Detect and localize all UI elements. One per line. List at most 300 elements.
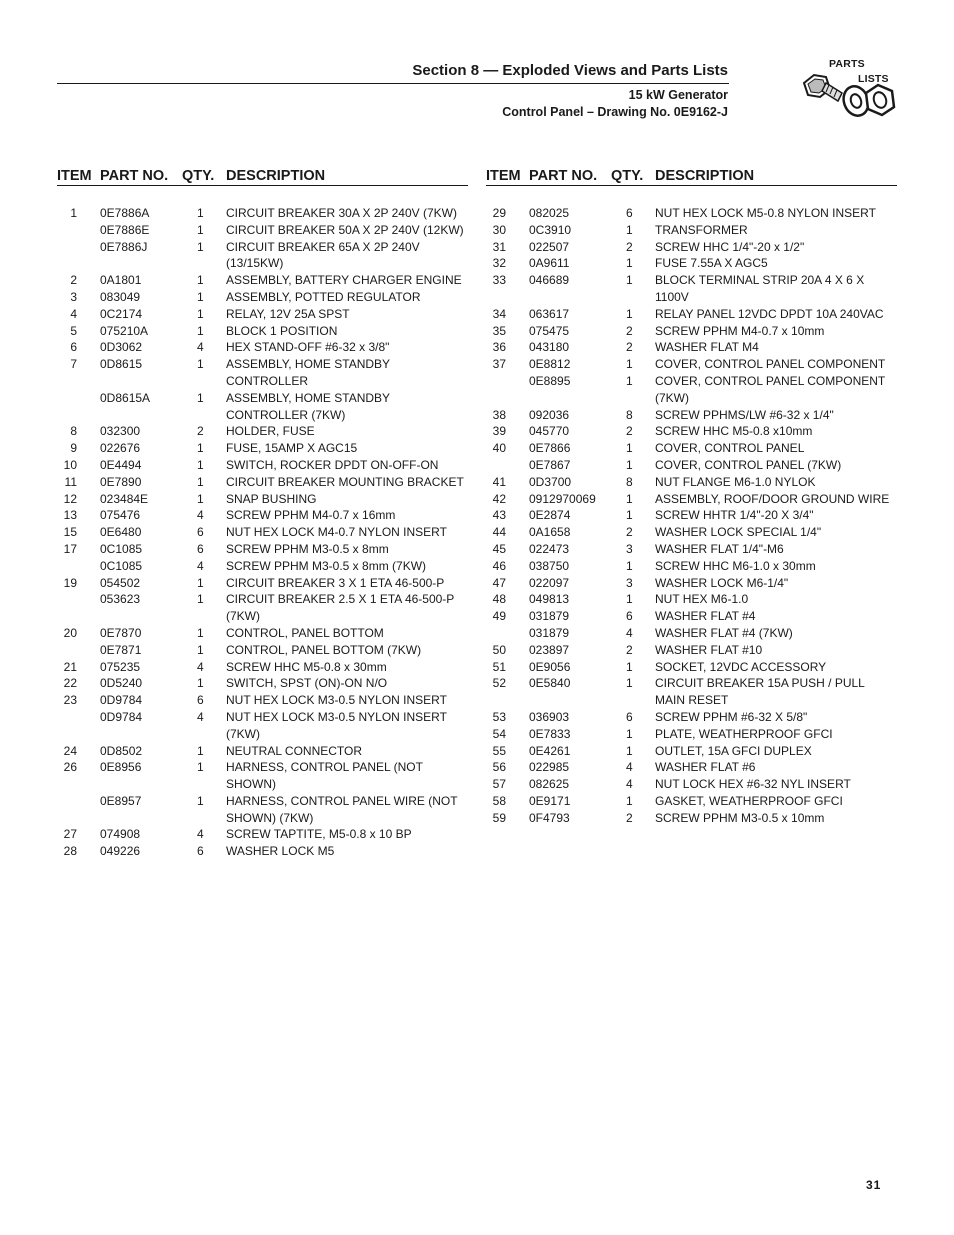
quantity: 6 bbox=[197, 693, 204, 708]
quantity: 1 bbox=[197, 273, 204, 288]
part-number: 0E5840 bbox=[529, 676, 571, 691]
table-row bbox=[57, 659, 468, 676]
item-number: 8 bbox=[70, 424, 77, 439]
page-number: 31 bbox=[866, 1178, 882, 1192]
quantity: 1 bbox=[626, 558, 633, 573]
quantity: 1 bbox=[197, 575, 204, 590]
item-number bbox=[57, 709, 77, 743]
quantity: 1 bbox=[197, 592, 204, 607]
part-number: 082625 bbox=[529, 777, 570, 792]
item-number: 56 bbox=[492, 760, 506, 775]
part-number: 082025 bbox=[529, 206, 570, 220]
part-number: 032300 bbox=[100, 424, 141, 439]
quantity: 1 bbox=[197, 491, 204, 506]
quantity: 2 bbox=[626, 340, 633, 355]
item-number: 29 bbox=[492, 206, 506, 220]
table-row bbox=[486, 222, 897, 239]
table-row bbox=[57, 457, 468, 474]
parts-rows-left bbox=[57, 205, 468, 860]
table-row bbox=[486, 541, 897, 558]
description: SCREW PPHMS/LW #6-32 x 1/4" bbox=[655, 407, 834, 422]
quantity: 1 bbox=[626, 676, 633, 691]
part-number: 0E4494 bbox=[100, 457, 142, 472]
quantity: 4 bbox=[626, 777, 633, 792]
table-row bbox=[57, 743, 468, 760]
item-number: 49 bbox=[492, 609, 506, 624]
table-row bbox=[57, 709, 468, 743]
part-number: 0E7866 bbox=[529, 441, 571, 456]
item-number bbox=[57, 239, 77, 273]
part-number: 023897 bbox=[529, 642, 570, 657]
part-number: 075210A bbox=[100, 323, 149, 338]
quantity: 2 bbox=[626, 424, 633, 439]
quantity: 6 bbox=[197, 844, 204, 859]
logo-text-parts: PARTS bbox=[829, 58, 865, 70]
item-number: 5 bbox=[70, 323, 77, 338]
part-number: 0E8956 bbox=[100, 760, 142, 775]
item-number: 27 bbox=[63, 827, 77, 842]
description: GASKET, WEATHERPROOF GFCI bbox=[655, 793, 843, 808]
table-row bbox=[486, 709, 897, 726]
quantity: 1 bbox=[626, 441, 633, 456]
description: WASHER FLAT #4 bbox=[655, 609, 756, 624]
description: NUT HEX LOCK M4-0.7 NYLON INSERT bbox=[226, 525, 447, 540]
table-row bbox=[486, 440, 897, 457]
part-number: 0E6480 bbox=[100, 525, 142, 540]
item-number: 31 bbox=[492, 239, 506, 254]
part-number: 0E8957 bbox=[100, 793, 142, 808]
part-number: 0A1801 bbox=[100, 273, 142, 288]
item-number bbox=[486, 625, 506, 642]
part-number: 043180 bbox=[529, 340, 570, 355]
quantity: 1 bbox=[626, 256, 633, 271]
item-number bbox=[57, 793, 77, 827]
item-number: 6 bbox=[70, 340, 77, 355]
table-row bbox=[57, 575, 468, 592]
part-number: 0D9784 bbox=[100, 709, 143, 724]
description: HARNESS, CONTROL PANEL WIRE (NOT SHOWN) (7KW) bbox=[226, 793, 458, 825]
quantity: 3 bbox=[626, 575, 633, 590]
item-number bbox=[57, 558, 77, 575]
quantity: 4 bbox=[197, 508, 204, 523]
description: COVER, CONTROL PANEL bbox=[655, 441, 805, 456]
header-description: DESCRIPTION bbox=[226, 168, 326, 184]
item-number bbox=[57, 222, 77, 239]
table-row bbox=[57, 826, 468, 843]
quantity: 2 bbox=[197, 424, 204, 439]
item-number bbox=[57, 591, 77, 625]
description: NEUTRAL CONNECTOR bbox=[226, 743, 363, 758]
table-row bbox=[486, 205, 897, 222]
quantity: 1 bbox=[197, 793, 204, 808]
item-number: 28 bbox=[63, 844, 77, 859]
table-row bbox=[486, 642, 897, 659]
description: ASSEMBLY, POTTED REGULATOR bbox=[226, 289, 421, 304]
quantity: 4 bbox=[626, 760, 633, 775]
table-row bbox=[486, 491, 897, 508]
description: WASHER FLAT 1/4"-M6 bbox=[655, 541, 784, 556]
part-number: 0E7890 bbox=[100, 474, 142, 489]
quantity: 6 bbox=[197, 541, 204, 556]
description: SOCKET, 12VDC ACCESSORY bbox=[655, 659, 827, 674]
header-rule bbox=[57, 83, 729, 84]
item-number: 12 bbox=[63, 491, 77, 506]
description: SCREW PPHM M4-0.7 x 10mm bbox=[655, 323, 825, 338]
table-row bbox=[57, 491, 468, 508]
part-number: 0A1658 bbox=[529, 525, 571, 540]
table-row bbox=[486, 323, 897, 340]
description: WASHER FLAT M4 bbox=[655, 340, 759, 355]
description: WASHER FLAT #10 bbox=[655, 642, 763, 657]
description: NUT HEX M6-1.0 bbox=[655, 592, 749, 607]
part-number: 0E7870 bbox=[100, 625, 142, 640]
part-number: 031879 bbox=[529, 609, 570, 624]
part-number: 0C1085 bbox=[100, 558, 143, 573]
quantity: 1 bbox=[197, 206, 204, 220]
table-row bbox=[57, 524, 468, 541]
table-header-left bbox=[57, 168, 468, 186]
table-row bbox=[57, 339, 468, 356]
quantity: 1 bbox=[197, 357, 204, 372]
table-row bbox=[57, 759, 468, 793]
part-number: 046689 bbox=[529, 273, 570, 288]
description: WASHER LOCK M6-1/4" bbox=[655, 575, 789, 590]
description: WASHER LOCK M5 bbox=[226, 844, 335, 859]
table-row bbox=[57, 692, 468, 709]
part-number: 075475 bbox=[529, 323, 570, 338]
item-number: 11 bbox=[64, 474, 77, 489]
item-number: 50 bbox=[492, 642, 506, 657]
quantity: 8 bbox=[626, 474, 633, 489]
quantity: 1 bbox=[626, 793, 633, 808]
table-row bbox=[57, 323, 468, 340]
table-row bbox=[486, 591, 897, 608]
part-number: 022676 bbox=[100, 441, 141, 456]
quantity: 2 bbox=[626, 642, 633, 657]
table-row bbox=[486, 759, 897, 776]
section-title: Section 8 — Exploded Views and Parts Lists bbox=[412, 62, 728, 79]
description: ASSEMBLY, HOME STANDBY CONTROLLER (7KW) bbox=[226, 390, 390, 422]
table-row bbox=[57, 793, 468, 827]
quantity: 1 bbox=[626, 491, 633, 506]
quantity: 1 bbox=[626, 592, 633, 607]
quantity: 1 bbox=[626, 457, 633, 472]
part-number: 031879 bbox=[529, 625, 570, 640]
item-number: 41 bbox=[492, 474, 506, 489]
item-number: 24 bbox=[63, 743, 77, 758]
description: RELAY PANEL 12VDC DPDT 10A 240VAC bbox=[655, 306, 884, 321]
table-row bbox=[57, 356, 468, 390]
quantity: 2 bbox=[626, 810, 633, 825]
quantity: 4 bbox=[197, 340, 204, 355]
item-number: 39 bbox=[492, 424, 506, 439]
item-number: 48 bbox=[492, 592, 506, 607]
item-number: 58 bbox=[492, 793, 506, 808]
part-number: 0E7886E bbox=[100, 222, 150, 237]
parts-table-right bbox=[486, 168, 897, 826]
subtitle-drawing: Control Panel – Drawing No. 0E9162-J bbox=[502, 105, 728, 119]
description: NUT LOCK HEX #6-32 NYL INSERT bbox=[655, 777, 851, 792]
description: SCREW HHTR 1/4"-20 X 3/4" bbox=[655, 508, 814, 523]
table-row bbox=[486, 726, 897, 743]
header-qty: QTY. bbox=[611, 168, 644, 184]
header-item: ITEM bbox=[57, 168, 92, 184]
description: SCREW PPHM #6-32 X 5/8" bbox=[655, 709, 808, 724]
part-number: 023484E bbox=[100, 491, 149, 506]
item-number: 10 bbox=[63, 457, 77, 472]
quantity: 1 bbox=[197, 323, 204, 338]
table-row bbox=[486, 659, 897, 676]
description: ASSEMBLY, HOME STANDBY CONTROLLER bbox=[226, 357, 390, 388]
quantity: 1 bbox=[626, 273, 633, 288]
quantity: 1 bbox=[626, 357, 633, 372]
table-row bbox=[57, 558, 468, 575]
quantity: 1 bbox=[197, 642, 204, 657]
description: CONTROL, PANEL BOTTOM bbox=[226, 625, 384, 640]
item-number: 37 bbox=[492, 357, 506, 372]
item-number: 3 bbox=[70, 289, 77, 304]
item-number: 42 bbox=[492, 491, 506, 506]
description: CIRCUIT BREAKER 2.5 X 1 ETA 46-500-P (7KW) bbox=[226, 592, 455, 624]
table-row bbox=[57, 591, 468, 625]
part-number: 0E2874 bbox=[529, 508, 571, 523]
part-number: 045770 bbox=[529, 424, 570, 439]
item-number: 57 bbox=[492, 777, 506, 792]
table-row bbox=[57, 222, 468, 239]
quantity: 1 bbox=[197, 676, 204, 691]
description: SCREW HHC 1/4"-20 x 1/2" bbox=[655, 239, 805, 254]
part-number: 0C3910 bbox=[529, 222, 572, 237]
item-number: 20 bbox=[63, 625, 77, 640]
part-number: 075235 bbox=[100, 659, 141, 674]
part-number: 083049 bbox=[100, 289, 141, 304]
description: NUT HEX LOCK M3-0.5 NYLON INSERT (7KW) bbox=[226, 709, 447, 741]
description: SCREW PPHM M3-0.5 x 10mm bbox=[655, 810, 825, 825]
item-number: 9 bbox=[70, 441, 77, 456]
item-number: 34 bbox=[492, 306, 506, 321]
table-row bbox=[57, 390, 468, 424]
description: HARNESS, CONTROL PANEL (NOT SHOWN) bbox=[226, 760, 423, 792]
description: HOLDER, FUSE bbox=[226, 424, 315, 439]
item-number: 19 bbox=[63, 575, 77, 590]
table-row bbox=[57, 541, 468, 558]
table-row bbox=[57, 474, 468, 491]
description: SWITCH, ROCKER DPDT ON-OFF-ON bbox=[226, 457, 439, 472]
quantity: 1 bbox=[197, 289, 204, 304]
table-row bbox=[486, 558, 897, 575]
item-number: 15 bbox=[63, 525, 77, 540]
item-number bbox=[486, 373, 506, 407]
item-number: 21 bbox=[63, 659, 77, 674]
table-row bbox=[57, 306, 468, 323]
item-number: 45 bbox=[492, 541, 506, 556]
quantity: 6 bbox=[626, 609, 633, 624]
description: CIRCUIT BREAKER MOUNTING BRACKET bbox=[226, 474, 464, 489]
part-number: 0E7871 bbox=[100, 642, 142, 657]
description: COVER, CONTROL PANEL (7KW) bbox=[655, 457, 842, 472]
item-number: 30 bbox=[492, 222, 506, 237]
table-row bbox=[57, 272, 468, 289]
part-number: 0C2174 bbox=[100, 306, 143, 321]
part-number: 0E9171 bbox=[529, 793, 571, 808]
quantity: 1 bbox=[626, 659, 633, 674]
header-part-no: PART NO. bbox=[529, 168, 598, 184]
quantity: 4 bbox=[197, 709, 204, 724]
part-number: 022473 bbox=[529, 541, 570, 556]
description: SCREW TAPTITE, M5-0.8 x 10 BP bbox=[226, 827, 412, 842]
item-number: 40 bbox=[492, 441, 506, 456]
item-number bbox=[57, 642, 77, 659]
quantity: 1 bbox=[626, 373, 633, 388]
table-row bbox=[57, 205, 468, 222]
description: CIRCUIT BREAKER 30A X 2P 240V (7KW) bbox=[226, 206, 457, 220]
table-row bbox=[486, 373, 897, 407]
part-number: 0D3700 bbox=[529, 474, 572, 489]
table-row bbox=[486, 743, 897, 760]
item-number: 38 bbox=[492, 407, 506, 422]
description: WASHER FLAT #4 (7KW) bbox=[655, 625, 793, 640]
description: NUT HEX LOCK M5-0.8 NYLON INSERT bbox=[655, 206, 876, 220]
part-number: 022985 bbox=[529, 760, 570, 775]
item-number: 32 bbox=[492, 256, 506, 271]
description: SCREW PPHM M3-0.5 x 8mm bbox=[226, 541, 389, 556]
quantity: 6 bbox=[197, 525, 204, 540]
quantity: 8 bbox=[626, 407, 633, 422]
description: PLATE, WEATHERPROOF GFCI bbox=[655, 726, 833, 741]
table-row bbox=[486, 625, 897, 642]
item-number: 4 bbox=[70, 306, 77, 321]
subtitle-generator: 15 kW Generator bbox=[628, 88, 728, 102]
quantity: 1 bbox=[197, 743, 204, 758]
description: CIRCUIT BREAKER 50A X 2P 240V (12KW) bbox=[226, 222, 464, 237]
table-row bbox=[486, 339, 897, 356]
item-number: 1 bbox=[70, 206, 77, 220]
quantity: 1 bbox=[197, 457, 204, 472]
part-number: 092036 bbox=[529, 407, 570, 422]
quantity: 4 bbox=[626, 625, 633, 640]
part-number: 0D5240 bbox=[100, 676, 143, 691]
item-number: 53 bbox=[492, 709, 506, 724]
part-number: 074908 bbox=[100, 827, 141, 842]
description: FUSE, 15AMP X AGC15 bbox=[226, 441, 358, 456]
quantity: 1 bbox=[197, 760, 204, 775]
part-number: 0E9056 bbox=[529, 659, 571, 674]
quantity: 4 bbox=[197, 659, 204, 674]
header-item: ITEM bbox=[486, 168, 521, 184]
table-row bbox=[486, 255, 897, 272]
description: CONTROL, PANEL BOTTOM (7KW) bbox=[226, 642, 422, 657]
quantity: 6 bbox=[626, 709, 633, 724]
table-row bbox=[57, 675, 468, 692]
part-number: 0D8615 bbox=[100, 357, 143, 372]
table-row bbox=[486, 793, 897, 810]
quantity: 4 bbox=[197, 827, 204, 842]
table-row bbox=[57, 843, 468, 860]
item-number: 23 bbox=[63, 693, 77, 708]
item-number: 17 bbox=[63, 541, 77, 556]
part-number: 0D8615A bbox=[100, 390, 151, 405]
table-row bbox=[486, 423, 897, 440]
table-row bbox=[57, 440, 468, 457]
description: NUT HEX LOCK M3-0.5 NYLON INSERT bbox=[226, 693, 447, 708]
part-number: 049226 bbox=[100, 844, 141, 859]
table-row bbox=[486, 575, 897, 592]
item-number: 46 bbox=[492, 558, 506, 573]
part-number: 0D3062 bbox=[100, 340, 143, 355]
description: WASHER LOCK SPECIAL 1/4" bbox=[655, 525, 822, 540]
part-number: 022097 bbox=[529, 575, 570, 590]
item-number: 43 bbox=[492, 508, 506, 523]
quantity: 1 bbox=[197, 441, 204, 456]
description: BLOCK TERMINAL STRIP 20A 4 X 6 X 1100V bbox=[655, 273, 865, 304]
quantity: 1 bbox=[197, 474, 204, 489]
description: TRANSFORMER bbox=[655, 222, 748, 237]
quantity: 1 bbox=[626, 726, 633, 741]
header-part-no: PART NO. bbox=[100, 168, 169, 184]
item-number: 55 bbox=[492, 743, 506, 758]
description: SNAP BUSHING bbox=[226, 491, 317, 506]
item-number: 54 bbox=[492, 726, 506, 741]
item-number: 44 bbox=[492, 525, 506, 540]
part-number: 0E4261 bbox=[529, 743, 571, 758]
table-row bbox=[486, 608, 897, 625]
part-number: 036903 bbox=[529, 709, 570, 724]
description: SCREW HHC M5-0.8 x10mm bbox=[655, 424, 813, 439]
part-number: 0A9611 bbox=[529, 256, 570, 271]
table-row bbox=[486, 407, 897, 424]
table-row bbox=[486, 675, 897, 709]
item-number: 22 bbox=[63, 676, 77, 691]
part-number: 0D8502 bbox=[100, 743, 143, 758]
quantity: 1 bbox=[626, 222, 633, 237]
parts-lists-logo bbox=[800, 55, 900, 135]
table-row bbox=[486, 306, 897, 323]
item-number: 36 bbox=[492, 340, 506, 355]
description: FUSE 7.55A X AGC5 bbox=[655, 256, 768, 271]
table-row bbox=[486, 239, 897, 256]
table-row bbox=[486, 474, 897, 491]
parts-rows-right bbox=[486, 205, 897, 826]
item-number: 13 bbox=[63, 508, 77, 523]
description: SCREW PPHM M4-0.7 x 16mm bbox=[226, 508, 396, 523]
quantity: 4 bbox=[197, 558, 204, 573]
description: SCREW HHC M5-0.8 x 30mm bbox=[226, 659, 387, 674]
item-number: 51 bbox=[492, 659, 506, 674]
part-number: 0912970069 bbox=[529, 491, 596, 506]
part-number: 0D9784 bbox=[100, 693, 143, 708]
table-row bbox=[486, 810, 897, 827]
item-number: 52 bbox=[492, 676, 506, 691]
part-number: 054502 bbox=[100, 575, 141, 590]
logo-text-lists: LISTS bbox=[858, 73, 889, 85]
quantity: 1 bbox=[197, 390, 204, 405]
description: SWITCH, SPST (ON)-ON N/O bbox=[226, 676, 388, 691]
item-number: 47 bbox=[492, 575, 506, 590]
item-number bbox=[486, 457, 506, 474]
part-number: 049813 bbox=[529, 592, 570, 607]
quantity: 1 bbox=[197, 306, 204, 321]
table-row bbox=[486, 507, 897, 524]
description: ASSEMBLY, ROOF/DOOR GROUND WIRE bbox=[655, 491, 890, 506]
quantity: 3 bbox=[626, 541, 633, 556]
table-row bbox=[57, 289, 468, 306]
quantity: 2 bbox=[626, 323, 633, 338]
table-row bbox=[57, 507, 468, 524]
quantity: 1 bbox=[197, 239, 204, 254]
part-number: 053623 bbox=[100, 592, 141, 607]
item-number: 33 bbox=[492, 273, 506, 288]
part-number: 0F4793 bbox=[529, 810, 570, 825]
